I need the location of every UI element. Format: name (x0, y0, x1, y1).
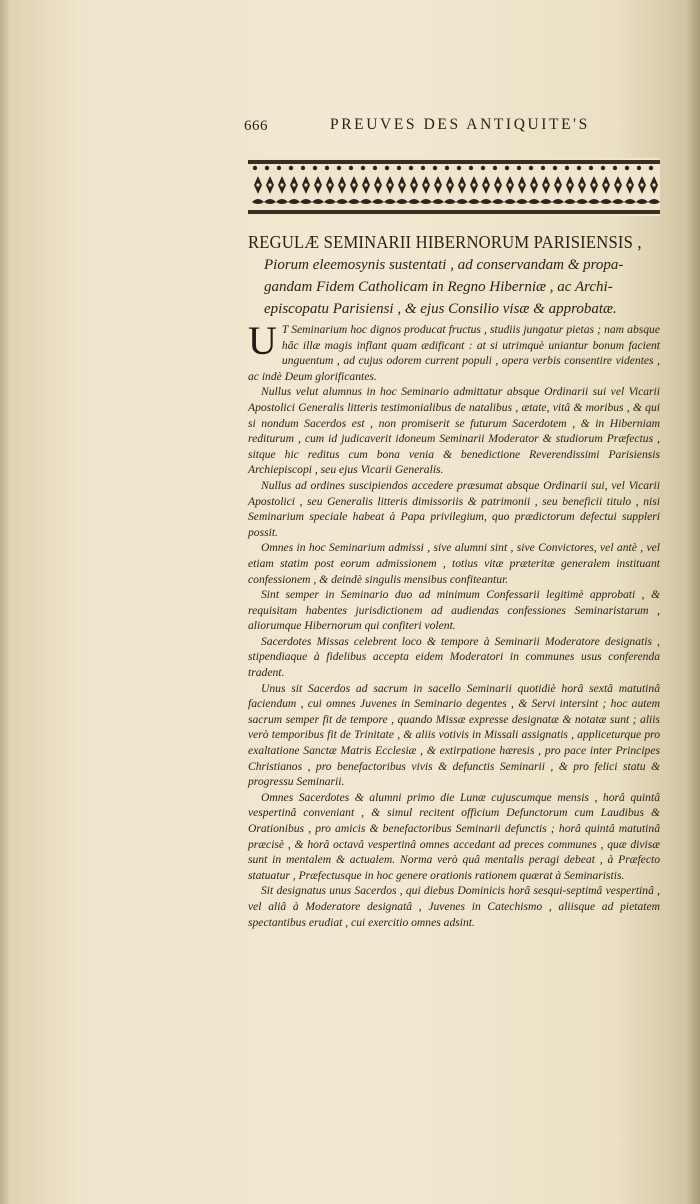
running-head (244, 116, 668, 140)
headpiece-ornament (248, 158, 660, 216)
paragraph: Unus sit Sacerdos ad sacrum in sacello Seminarii quotidiè horâ sextâ matutinâ faciendum , cui omnes Juvenes in Seminario degentes , & Servi intersint ; hoc autem sacrum semper fit de tempore , quando Missæ expresse designatæ & notatæ sunt ; aliis verò temporibus fit de Trinitate , & aliis votivis in Missali assignatis , appliceturque pro exaltatione Sanctæ Matris Ecclesiæ , & extirpatione hæresis , pro pace inter Principes Christianos , pro benefactoribus vivis & defunctis Seminarii , & pro felici statu & progressu Seminarii. (248, 681, 660, 789)
paragraph-text: T Seminarium hoc dignos producat fructus , studiis jungatur pietas ; nam absque hâc illæ magis inflant quam ædificant : at si utrimquè uniantur bonum facient unguentum , ad cujus odorem current populi , opera verbis consentire videntes , ac indè Deum glorificantes. (248, 323, 660, 383)
paragraph: Sint semper in Seminario duo ad minimum Confessarii legitimè approbati , & requisitam habentes jurisdictionem ad audiendas confessiones Seminaristarum , aliorumque Hibernorum qui confiteri volent. (248, 588, 660, 633)
subtitle-line: gandam Fidem Catholicam in Regno Hiberniæ , ac Archi- (264, 279, 613, 295)
paragraph: Sacerdotes Missas celebrent loco & tempore à Seminarii Moderatore designatis , stipendiaque à fidelibus accepta eidem Moderatori in communes usus conferenda tradent. (248, 634, 660, 680)
main-title: REGULÆ SEMINARII HIBERNORUM PARISIENSIS , (248, 232, 642, 252)
page-right-edge (686, 0, 700, 1204)
running-title: PREUVES DES ANTIQUITE'S (330, 116, 590, 133)
paragraph (248, 318, 660, 384)
page-left-edge (0, 0, 10, 1204)
subtitle-line: episcopatu Parisiensi , & ejus Consilio visæ & approbatæ. (264, 301, 617, 317)
paragraph: Omnes in hoc Seminarium admissi , sive alumni sint , sive Convictores, vel antè , vel etiam statim post eorum admissionem , totius vitæ præteritæ generalem instituant confessionem , & deindè singulis mensibus confiteantur. (248, 541, 660, 586)
subtitle-line: Piorum eleemosynis sustentati , ad conservandam & propa- (264, 257, 624, 273)
paragraph: Nullus velut alumnus in hoc Seminario admittatur absque Ordinarii sui vel Vicarii Apostolici Generalis litteris testimonialibus de natalibus , ætate, vitâ & moribus , & qui si nondum Sacerdos est , non promiserit se futurum Sacerdotem , & in Hiberniam rediturum , cum id judicaverit idoneum Seminarii Moderator & studiorum Præfectus , sitque hic reditus cum bona venia & benedictione Reverendissimi Parisiensis Archiepiscopi , seu ejus Vicarii Generalis. (248, 385, 660, 477)
paragraph: Sit designatus unus Sacerdos , qui diebus Dominicis horâ sesqui-septimâ vespertinâ , vel aliâ à Moderatore designatâ , Juvenes in Catechismo , aliisque ad pietatem spectantibus erudiat , cui exercitio omnes adsint. (248, 884, 660, 929)
paragraph: Nullus ad ordines suscipiendos accedere præsumat absque Ordinarii sui, vel Vicarii Apostolici , seu Generalis litteris dimissoriis & patrimonii , seu beneficii titulo , nisi Seminarium speciale habeat à Papa privilegium, quo prædictorum defectui suppleri possit. (248, 478, 660, 539)
page-number: 666 (244, 118, 268, 134)
body-text (248, 318, 660, 930)
drop-cap-initial: U (248, 318, 277, 363)
paragraph: Omnes Sacerdotes & alumni primo die Lunæ cujuscumque mensis , horâ quintâ vespertinâ conveniant , & simul recitent officium Defunctorum cum Laudibus & Orationibus , pro amicis & benefactoribus Seminarii defunctis ; horâ quintâ matutinâ præcisè , & horâ octavâ vespertinâ omnes accedant ad preces communes , quæ divisæ sunt in mentalem & actualem. Norma verò quâ mentalis peragi debeat , à Præfecto statuatur , Præfectusque in hoc genere orationis rationem quærat à Seminaristis. (248, 790, 660, 882)
subtitle (264, 254, 664, 320)
